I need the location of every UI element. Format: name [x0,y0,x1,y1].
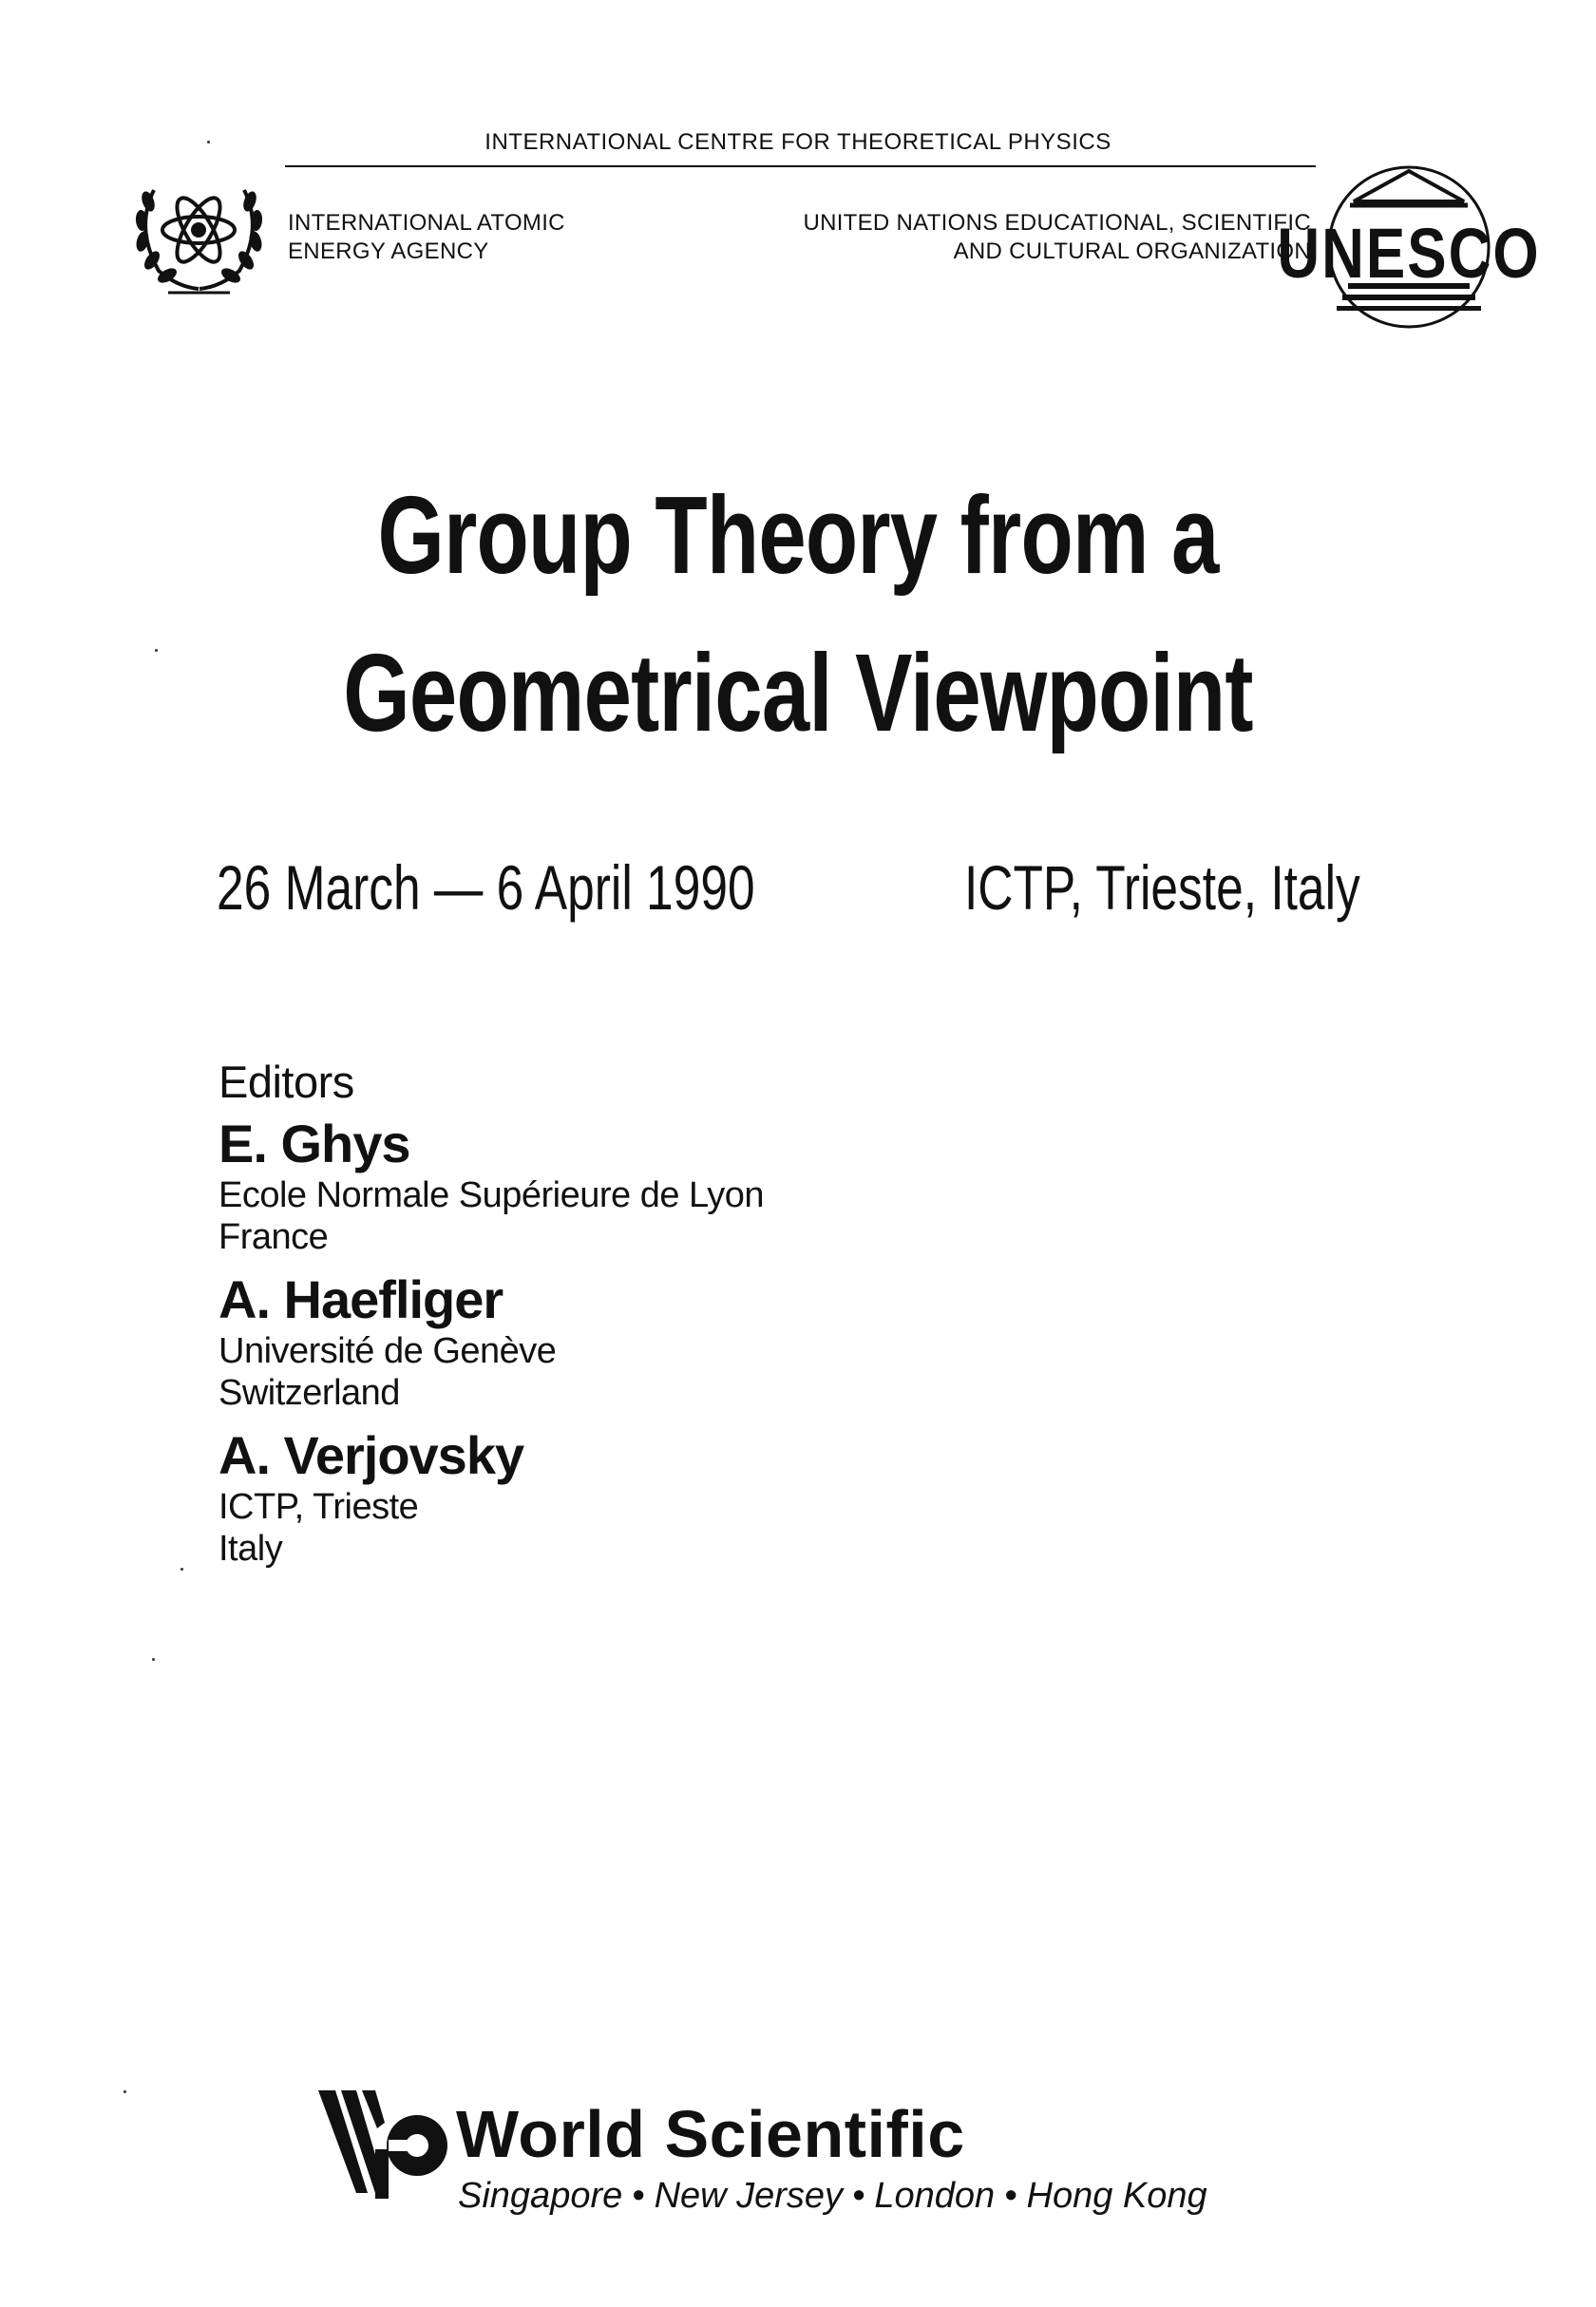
editor-name: A. Verjovsky [218,1425,524,1485]
scan-speck [155,649,158,652]
scan-speck [207,141,210,143]
city-separator: • [852,2176,865,2216]
event-dates: 26 March — 6 April 1990 [217,852,755,923]
editor-affiliation: Ecole Normale Supérieure de Lyon [218,1175,765,1215]
editor-country: Switzerland [218,1373,400,1413]
publisher-cities [458,2176,1207,2217]
publisher-city: London [874,2176,996,2216]
editor-entry [218,1269,764,1414]
scan-speck [180,1568,183,1571]
unesco-logo-letters: UNESCO [1277,213,1541,294]
city-separator: • [632,2176,645,2216]
editors-label: Editors [218,1057,354,1107]
world-scientific-logo-icon [318,2090,451,2202]
editor-country: Italy [218,1529,283,1569]
editor-entry [218,1425,764,1570]
editor-name: A. Haefliger [218,1269,504,1329]
scan-speck [124,2090,126,2093]
book-title-line1: Group Theory from a [377,473,1219,597]
ictp-heading: INTERNATIONAL CENTRE FOR THEORETICAL PHYSICS [484,129,1112,155]
iaea-logo-icon [125,171,273,299]
iaea-name-line2: ENERGY AGENCY [288,238,489,264]
unesco-name [803,209,1311,266]
unesco-name-line1: UNITED NATIONS EDUCATIONAL, SCIENTIFIC [803,210,1311,236]
iaea-name-line1: INTERNATIONAL ATOMIC [288,210,565,236]
publisher-city: New Jersey [654,2176,844,2216]
book-title [176,456,1420,772]
unesco-name-line2: AND CULTURAL ORGANIZATION [953,238,1311,264]
editor-country: France [218,1217,329,1257]
scan-speck [152,1658,155,1661]
editor-entry [218,1114,764,1258]
publisher-city: Hong Kong [1026,2176,1207,2216]
publisher-name: World Scientific [456,2097,965,2171]
editor-name: E. Ghys [218,1114,410,1173]
header-rule [285,165,1316,167]
publisher-city: Singapore [458,2176,623,2216]
event-venue: ICTP, Trieste, Italy [964,852,1360,923]
book-title-line2: Geometrical Viewpoint [343,631,1253,754]
unesco-logo-icon [1277,162,1541,331]
editors-section [218,1055,764,1570]
iaea-name [288,209,565,266]
city-separator: • [1004,2176,1017,2216]
editor-affiliation: Université de Genève [218,1331,557,1371]
editor-affiliation: ICTP, Trieste [218,1487,419,1527]
